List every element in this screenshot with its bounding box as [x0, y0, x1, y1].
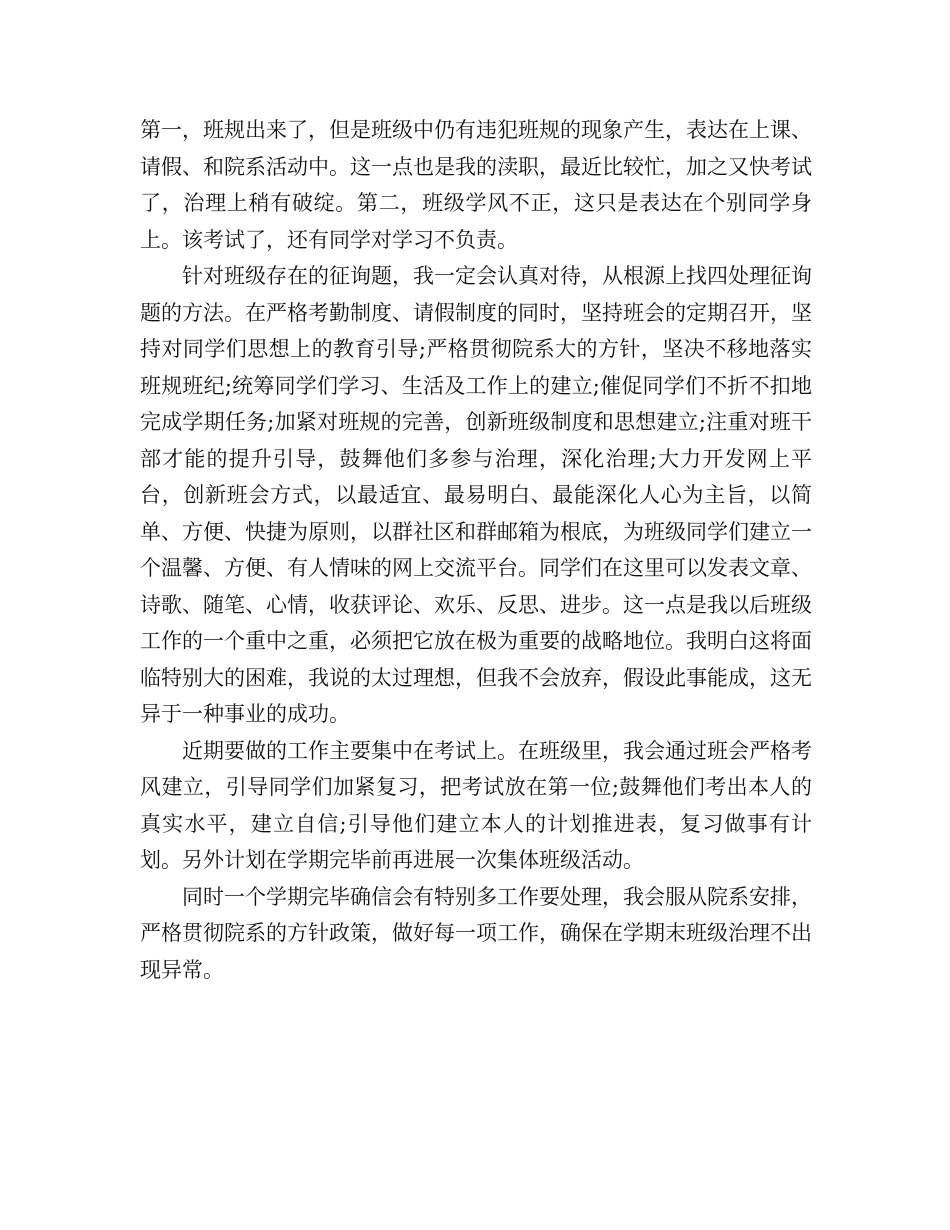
document-body: [140, 112, 812, 988]
paragraph-2: 针对班级存在的征询题，我一定会认真对待，从根源上找四处理征询题的方法。在严格考勤制度、请假制度的同时，坚持班会的定期召开，坚持对同学们思想上的教育引导;严格贯彻院系大的方针，坚决不移地落实班规班纪;统筹同学们学习、生活及工作上的建立;催促同学们不折不扣地完成学期任务;加紧对班规的完善，创新班级制度和思想建立;注重对班干部才能的提升引导，鼓舞他们多参与治理，深化治理;大力开发网上平台，创新班会方式，以最适宜、最易明白、最能深化人心为主旨，以简单、方便、快捷为原则，以群社区和群邮箱为根底，为班级同学们建立一个温馨、方便、有人情味的网上交流平台。同学们在这里可以发表文章、诗歌、随笔、心情，收获评论、欢乐、反思、进步。这一点是我以后班级工作的一个重中之重，必须把它放在极为重要的战略地位。我明白这将面临特别大的困难，我说的太过理想，但我不会放弃，假设此事能成，这无异于一种事业的成功。: [140, 264, 812, 726]
paragraph-1: 第一，班规出来了，但是班级中仍有违犯班规的现象产生，表达在上课、请假、和院系活动中。这一点也是我的渎职，最近比较忙，加之又快考试了，治理上稍有破绽。第二，班级学风不正，这只是表达在个别同学身上。该考试了，还有同学对学习不负责。: [140, 118, 812, 252]
paragraph-4: 同时一个学期完毕确信会有特别多工作要处理，我会服从院系安排，严格贯彻院系的方针政策，做好每一项工作，确保在学期末班级治理不出现异常。: [140, 884, 812, 982]
paragraph-3: 近期要做的工作主要集中在考试上。在班级里，我会通过班会严格考风建立，引导同学们加紧复习，把考试放在第一位;鼓舞他们考出本人的真实水平，建立自信;引导他们建立本人的计划推进表，复习做事有计划。另外计划在学期完毕前再进展一次集体班级活动。: [140, 738, 812, 872]
